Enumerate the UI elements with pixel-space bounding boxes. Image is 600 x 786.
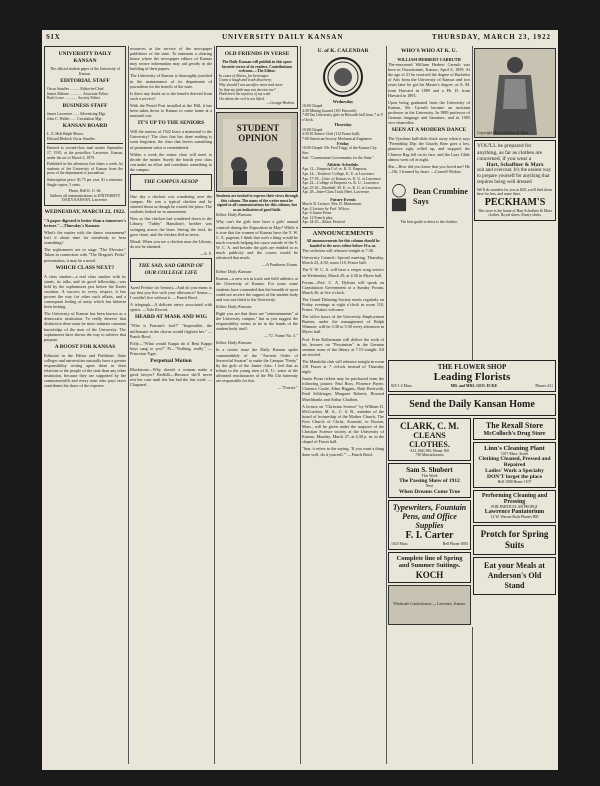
phone-line: Phone, Bell K. U. 66.	[68, 189, 102, 194]
hsm-body: We'll do wonders for you at $20; you'll find them here for less, and some finer.	[477, 187, 552, 197]
athletic-item: Apr. 25-26—Baseball: M. U. vs. K. U. at Lawrence.	[302, 185, 382, 190]
calendar-day: Thursday	[334, 122, 352, 128]
peckham-name: PECKHAM'S	[484, 196, 546, 208]
linn-title: Linn's Cleaning Plant	[484, 444, 545, 452]
joke-paragraph: A telegraph—A delicate artery associated with spirits. —Yale Record.	[130, 302, 212, 313]
linn-sub: Clothing Cleaned, Pressed and Repaired	[478, 456, 551, 469]
lower-ads-block	[388, 360, 556, 627]
flower-shop-footer	[391, 384, 553, 389]
dance-heading: SEEN AT A MODERN DANCE	[391, 127, 467, 134]
koch-ad	[388, 552, 471, 583]
shubert-next-show: When Dreams Come True	[398, 488, 461, 495]
editorial-paragraph: What's the matter with the dance tournament? Isn't it about time for somebody to hear something?	[44, 230, 126, 246]
letter-signature: —"U. Name No. 5."	[263, 333, 298, 339]
clark-ad	[388, 418, 471, 461]
hsm-headline: YOU'LL be prepared for anything, as far as clothes are concerned, if you wear a	[477, 143, 543, 162]
staff-line: James Malone ............. Associate Editor	[47, 91, 109, 96]
letter-signature: —A Pantheon Unum.	[261, 262, 298, 268]
whos-who-paragraph: Upon being graduated from the University of Kansas, Mr. Carruth became an assistant professor in the University. In 1889 professor of German language and literature, and in 1905 vice-chancellor.	[388, 99, 470, 126]
carter-phone: Bell Phone 1083	[442, 541, 468, 546]
announcement: The Mandolin club will rehearse tonight in room 118 Fraser at 7 o'clock instead of Thursday night.	[302, 358, 384, 375]
editorial-paragraph: resources at the service of the newspaper publishers of the state. To maintain a clearing house where the newspaper editors of Kansas may secure information may aid greatly in the building of their papers.	[130, 46, 212, 72]
future-event: Apr. 4 Lecture by Prof. Wilcox.	[302, 206, 351, 211]
dean-portrait-icon	[388, 177, 410, 217]
letter-body: Right you are that there are "entertainments" at the University campus," but as you suggest the responsibility seems to be in the hands of the student body itself.	[216, 310, 298, 332]
editorial-paragraph: Will the seniors of 1922 leave a memorial to the University? The class that has done nothing is soon forgotten; the class that leaves something of permanent value is remembered.	[130, 129, 212, 150]
whos-who-paragraph: The-renowned William Herbert Carruth was born in Osawatomie, Kansas, April 6, 1859. At the age of 21 he received the degree of Bachelor of Arts from the University of Kansas and two years later he got his Master's degree, as A. M. from Harvard in 1889 and a Ph. D. from Harvard in 1893.	[388, 62, 470, 98]
pantatorium-name: Lawrence Pantatorium	[484, 509, 545, 516]
whos-who-heading: WHO'S WHO AT K. U.	[401, 48, 457, 54]
flower-shop-address: 825 1-2 Mass.	[391, 384, 413, 388]
joke-heading: Perpetual Motion	[150, 358, 192, 365]
university-seal-icon	[323, 57, 363, 97]
column-editorial-2	[130, 46, 212, 770]
athletic-item: Apr. 17-18—Univ. of Kansas vs. K. U. at Lawrence.	[302, 176, 382, 181]
future-event: Apr. 6 Junior Prom.	[302, 211, 333, 216]
carter-name: F. I. Carter	[405, 529, 454, 541]
joke-paragraph: Blackstone—Why doesn't a woman make a good lawyer? Redfolk—Because she'll never rest her case until she has had the last word. —Chaparral.	[130, 367, 212, 388]
shubert-sub: This Week	[421, 473, 438, 478]
man-in-overcoat-icon	[475, 49, 555, 137]
announcement: The Y. W. C. A. will have a vesper song service on Wednesday, March 29, at 4:30 in Myers hall.	[302, 267, 384, 278]
campus-aesop-paragraph: Now as this chicken had wandered down to the Library, "Tubby" Hamilton's brother was swinging across the lawn. Seeing the fowl, he gave chase, and the chicken fled in terror.	[130, 216, 212, 237]
dean-caption: The best guide to dress is the clothier.	[400, 219, 458, 224]
pantatorium-title: Performing Cleaning and Pressing	[481, 492, 548, 505]
clark-name: CLARK, C. M.	[400, 420, 459, 431]
linn-phone: Bell 1088 Home 1107	[497, 480, 532, 485]
shubert-show: The Passing Show of 1912	[399, 478, 460, 485]
campus-aesop-heading: THE CAMPUS AESOP	[143, 178, 199, 185]
address-line: Address all communications to UNIVERSITY DAILY KANSAN, Lawrence.	[49, 193, 121, 203]
joke-paragraph: Awed Freshie (to Senior)—And do you mean to say that you live with your allowance? Senior—I couldn't live without it. —Punch Bowl.	[130, 285, 212, 301]
carter-title: Typewriters, Fountain Pens, and Office Supplies	[392, 502, 467, 530]
future-events-heading: Future Events	[330, 196, 356, 202]
pantatorium-ad	[473, 490, 556, 523]
announcements-note: All announcements for this column should be handed to the news editor before 10 a. m.	[306, 238, 380, 248]
column-rule	[300, 46, 301, 764]
announcement: The Grand Debating Society meets regularly on Friday evenings at eight o'clock in room 110, Fraser. Visitors welcome.	[302, 296, 384, 313]
shubert-ad	[388, 463, 471, 498]
athletic-item: Apr. 12—Emporia Col. vs. K. U. Emporia.	[302, 167, 368, 172]
calendar-heading: U. of K. CALENDAR	[317, 48, 369, 54]
future-event: Apr. 24-25—Music Festival.	[302, 220, 346, 225]
editorial-paragraph: Is there any doubt as to the benefit derived from such a service?	[130, 90, 212, 101]
ads-right-stack	[473, 418, 556, 627]
staff-box	[44, 46, 126, 206]
editorial-quote: "A paper digested is better than a tomorrow's lecture."—Thursday's Kansan.	[44, 217, 126, 228]
carter-footer	[391, 542, 468, 547]
announcement: Forum—Prof. C. A. Dykstra will speak on Constitution Government at a Sunday Forum, March 26, at five o'clock.	[302, 279, 384, 295]
column-rule	[214, 46, 215, 764]
linn-address: 1017 Mass. Street	[500, 451, 529, 456]
masthead-date: THURSDAY, MARCH 23, 1922	[432, 33, 551, 41]
business-line: John C. Waller ...... Circulation Mgr.	[47, 116, 103, 121]
verse-line: So that my faith may not deceive me?	[219, 87, 276, 92]
board-line: L. E. Holt Ralph Moore	[47, 132, 84, 137]
letter-salutation: Editor Daily Kansan:	[216, 269, 253, 275]
editorial-heading: WHICH CLASS NEXT?	[55, 264, 115, 271]
verse-line: On whom the veil is not lifted.	[219, 96, 265, 101]
whos-who-name: WILLIAM HERBERT CARRUTH	[397, 57, 461, 62]
column-opinion	[216, 46, 298, 770]
athletic-item: Apr. 28—Inter-Class Track Meet, Lawrence.	[302, 190, 370, 195]
future-event: Apr. 12 French play.	[302, 215, 334, 220]
linn-tag: DON'T forget the place	[486, 474, 543, 481]
entry-notice: Entered as second-class mail matter September 17, 1910, at the postoffice, Lawrence, Kansas, under the act of March 3, 1879.	[47, 146, 123, 160]
announcement: University Council: Special meeting, Thursday, March 23, 4:30, room 110, Fraser hall.	[302, 255, 384, 266]
hsm-body: suit and overcoat. It's the easiest way to prepare yourself for anything that requires being well dressed	[477, 167, 552, 185]
protch-title: Protch for Spring Suits	[480, 528, 549, 550]
verse-line: Grant a laugh and truth discovery;	[219, 78, 273, 83]
verse-line: In cases of illness, for beverages	[219, 73, 269, 78]
ads-two-column	[388, 418, 556, 627]
calendar-day: Friday	[336, 141, 350, 147]
publish-notice: Published in the afternoon five times a week, by students of the University of Kansas from the press of the department of journalism.	[47, 162, 123, 176]
calendar-day: Wednesday	[332, 99, 354, 104]
verse-box	[216, 46, 298, 109]
calendar-item: 10:00 Chapel: Mr. Fred Trigg, of the Kansas City Star.	[302, 146, 377, 156]
verse-line: Why should I not sacrifice more and more	[219, 82, 283, 87]
dance-paragraph: The Tyrolean ball-slide chick away when it says "Friendship Dip: the Grizzly Bear goes a low, plaintive sigh, rolled up, and stopped; the Chinese Rag fell on its face, and the Lazy Glide almost went off at night.	[388, 136, 470, 162]
subscription-notice: Subscription price: $1.75 per year, $1 a semester. Single copies, 5 cents.	[47, 177, 123, 187]
masthead	[42, 32, 558, 44]
board-heading: KANSAN BOARD	[62, 123, 108, 130]
flower-shop-title: Leading Florists	[433, 371, 511, 383]
editorial-date: WEDNESDAY, MARCH 22, 1922.	[44, 208, 126, 215]
staff-heading: EDITORIAL STAFF	[60, 78, 110, 85]
athletic-heading: Athletic Schedule.	[326, 162, 360, 168]
clark-line: CLEANS	[413, 430, 446, 440]
campus-aesop-moral: Moral: When you see a chicken near the Library, do not be alarmed.	[130, 238, 212, 249]
business-heading: BUSINESS STAFF	[62, 102, 108, 109]
board-line: Edward Hedrick Oscar Stauffer	[47, 136, 95, 141]
linn-ad	[473, 442, 556, 488]
confectioners-ad	[388, 585, 471, 625]
announcement: A lecture on "Christian Science" by William D. McCracken, M. A., C. S. B., member of the board of lectureship of the Mother Church, The First Church of Christ, Scientist, in Boston, Mass., will be given under the auspices of the Christian Science society at the University of Kansas, Monday, March 27, at 4:30 p. m. in the chapel of Fraser hall.	[302, 403, 384, 445]
announcement: Prof. Fritz Kellermann will deliver the sixth of his lectures on "Pessimism" in the German seminar room of the library at 7:15 tonight. All are invited.	[302, 336, 384, 357]
future-event: March 31 Lecture: Mrs. D. Masterman.	[302, 201, 362, 206]
masthead-title: UNIVERSITY DAILY KANSAN	[222, 33, 344, 41]
hsm-brand: Hart, Schaffner & Marx	[486, 161, 544, 168]
rexall-sub: McColloch's Drug Store	[483, 430, 546, 437]
peckham-sub: This store is the home of Hart Schaffner & Marx clothes. Royal shoes, Emery shirts.	[477, 208, 553, 218]
carter-address: 1025 Mass.	[391, 541, 409, 546]
column-rule	[128, 46, 129, 764]
student-opinion-illustration	[216, 112, 298, 192]
editorial-paragraph: The sophomores are to stage "The Elevator." Taken in connection with "The Dragon's Pecks" presentation, it may be a novel.	[44, 247, 126, 263]
athletic-item: Apr. 14—Teachers' College, K. U. at Lawrence.	[302, 171, 375, 176]
letter-salutation: Editor Daily Kansan:	[216, 340, 253, 346]
campus-aesop-paragraph: One day a chicken was wandering over the campus. He was a typical chicken and he strutted about as though he owned the place. The students looked on in amazement.	[130, 193, 212, 215]
verse-heading: OLD FRIENDS IN VERSE	[224, 51, 290, 57]
calendar-item: 4:30 Mining Journal (101 Haworth).	[302, 108, 358, 113]
letter-salutation: Editor Daily Kansan:	[216, 303, 253, 309]
rexall-ad	[473, 418, 556, 440]
closing-joke: "Son, it refers to the saying, 'If you want a thing done well, do it yourself.'" —Punch Bowl.	[302, 446, 384, 457]
koch-title: Complete line of Spring and Summer Suitings.	[396, 554, 463, 570]
column-calendar	[302, 46, 384, 770]
linn-sub: Ladies' Work a Specialty	[485, 468, 544, 475]
calendar-item: 10:00 Chapel.	[302, 104, 324, 109]
editorial-paragraph: The University of Kansas has been known as a democratic institution. To really deserve that distinction there must be more intimate common knowledge of the men of the University. The sophomores have shown the way to achieve that purpose.	[44, 311, 126, 342]
anderson-title: Eat your Meals at Anderson's Old Stand	[484, 560, 545, 590]
letter-salutation: Editor Daily Kansan:	[216, 212, 253, 218]
calendar-item: Sub: "Communion Governments for the State."	[302, 155, 374, 160]
staff-line: Oscar Stauffer .......... Editor-in-Chief	[47, 87, 104, 92]
flower-shop-owners: MR. and MRS. GEO. ECKE	[450, 384, 498, 388]
editorial-paragraph: A class smoker—a real class smoker with its stunts, its talks, and its good fellowship—was held by the sophomores just before the Easter vacation. A success in every respect, it has proven the way for other such affairs, and a consequent feeling of unity which has hitherto been lacking.	[44, 273, 126, 310]
editorial-heading: A BOOST FOR KANSAS	[54, 343, 116, 350]
staff-line: Ruth Lowe ............. Society Editor	[47, 96, 101, 101]
carter-ad	[388, 500, 471, 550]
dean-crumbine-says: Dean Crumbine Says	[413, 186, 468, 206]
anderson-ad	[473, 557, 556, 595]
pantatorium-address: 12 W. Warren Both Phones 890	[490, 515, 539, 520]
campus-aesop-signature: —S. Y.	[200, 250, 212, 256]
newspaper-page	[42, 30, 558, 770]
clark-phone: ALL Bell 385, Home 160	[410, 448, 449, 453]
joke-paragraph: "Who is Fortune's fool?" "Impossible, the millionaire in the chorus would frighten her." —Punch Bowl.	[130, 323, 212, 339]
ads-left-stack	[388, 418, 471, 627]
verse-intro: The Daily Kansan will publish in this space favorite verses of its readers. Contributions welcome.—The Editor.	[221, 60, 293, 74]
sad-grind-box	[130, 258, 212, 282]
flower-shop-ad	[388, 360, 556, 392]
flower-shop-phone: Phones 431	[535, 384, 553, 388]
announcement: Junior Prom tickets may be purchased from the following juniors: Paul Ross, Florence Payne, Clarence Castle, Edna Higgins, Ruth Beckwith, Emil Schleinger, Margaret Roberts, Howard Marchbanks and Arthur Chalfont.	[302, 376, 384, 402]
editorial-paragraph: The University of Kansas is thoroughly justified in the maintenance of its department of journalism for the benefit of the state.	[130, 73, 212, 89]
koch-name: KOCH	[415, 569, 444, 580]
letter-signature: —"Forrest."	[277, 385, 298, 391]
dean-crumbine-cartoon	[388, 177, 470, 217]
protch-ad	[473, 525, 556, 555]
athletic-item: Apr. 22—College of Emporia vs. K. U., Lawrence.	[302, 181, 380, 186]
shubert-name: Sam S. Shubert	[406, 465, 453, 474]
joke-heading: HEARD AT MASK AND WIG	[134, 314, 208, 321]
announcement: The office hours of the University Employment Bureau, under the management of Ralph Wimmer, will be 3:30 to 5:30 every afternoon in Myers hall.	[302, 314, 384, 335]
calendar-item: 7:00 Tau University girls in Haworth hall from 7 to 9 o'clock.	[302, 113, 383, 122]
calendar-item: 7:00 American Society Mechanical Engineers.	[302, 136, 373, 141]
editorial-paragraph: Within a week the senior class will meet to decide the matter. Surely the fourth year class can make an effort and contribute something to the campus.	[130, 151, 212, 172]
editorial-heading: IT'S UP TO THE SENIORS	[137, 120, 205, 127]
send-kansan-home-ad	[388, 394, 556, 416]
campus-aesop-box	[130, 174, 212, 191]
editorial-paragraph: Editorial in the Editor and Publisher. State colleges and universities naturally have a greater responsibility resting upon them in their relations to the people of the state than any other institution, because they are supported by the commonwealth and every man who pays taxes contributes his share of the expense.	[44, 352, 126, 389]
column-editorial	[44, 46, 126, 770]
opinion-note: Students are invited to express their views through this column. The name of the writer must be signed to all communications for this column, but as an indication of good faith.	[216, 193, 298, 212]
verse-line: Hath been the mystery of my wish	[219, 92, 271, 97]
verse-signature: —George Herbert.	[266, 101, 295, 106]
hsm-ad	[474, 140, 556, 221]
dance-paragraph: She—How did you know that you loved me? He—Oh, I learned by heart. —Cornell Widow.	[388, 163, 470, 174]
send-kansan-home: Send the Daily Kansan Home	[409, 398, 535, 410]
letter-body: In a recent issue the Daily Kansan spoke commendably of the "Ancient Order of Sorrowful Swains" to make the Campus "Pretty" by the girls of the Junior class. I feel that as tribute to the young men of K. U., some of the affronted reactionaries of the Phi Chi fraternity are responsible for this.	[216, 347, 298, 384]
tagline: The official student paper of the University of Kansas.	[50, 67, 120, 76]
paper-name: UNIVERSITY DAILY KANSAN	[58, 51, 112, 64]
rexall-title: The Rexall Store	[485, 420, 544, 430]
letter-body: Why can't the girls here have a girls' annual carnival during the Exposition in May? While it is true that the women of Kansas have the Y. W. C. A. pageant, I think that such a thing would be much towards helping the cause outside of the Y. W. C. A. and besides the girls are entitled to as much publicity and the course would be advanced that much.	[216, 219, 298, 261]
clark-line: CLOTHES.	[409, 439, 450, 449]
sad-grind-heading: THE SAD, SAD GRIND OF OUR COLLEGE LIFE	[138, 263, 204, 276]
art-caption: Copyright Hart Schaffner & Marx	[477, 131, 529, 136]
calendar-item: 4:30 El Ateneo Club (114 Fraser hall).	[302, 132, 361, 137]
letter-body: Kansas—a new era in track and field athletics at the University of Kansas. For years some students have contended that the breadth of sport could not receive the support of the student body and was not fitted to the University.	[216, 276, 298, 302]
confectioners-text: Wholesale Confectioners — Lawrence, Kansas.	[393, 602, 466, 607]
student-opinion-title: STUDENT OPINION	[236, 122, 280, 143]
announcements-heading: ANNOUNCEMENTS	[312, 229, 374, 237]
announcement: The orchestra will rehearse tonight at 7:30.	[302, 248, 374, 254]
shubert-next: Next	[425, 484, 434, 489]
joke-paragraph: Polly—"What would Kappa do if Beta Kappa boys sang to you?" Pi—"Nothing, really." —Princeton Tiger.	[130, 340, 212, 356]
page-number: SIX	[46, 33, 61, 41]
editorial-paragraph: With the Pencil Post installed at the Hill, it has been taken down to Kansas to come home at a nominal cost.	[130, 102, 212, 119]
hart-schaffner-illustration	[474, 48, 556, 138]
business-line: James Lawrence ...... Advertising Mgr.	[47, 111, 106, 116]
flower-shop-heading: THE FLOWER SHOP	[437, 363, 507, 371]
clark-address: 730 Massachusetts	[415, 453, 444, 458]
column-rule	[386, 46, 387, 764]
calendar-item: 10:00 Chapel.	[302, 127, 324, 132]
pantatorium-sub: FOR PARTICULAR PEOPLE	[491, 504, 538, 509]
